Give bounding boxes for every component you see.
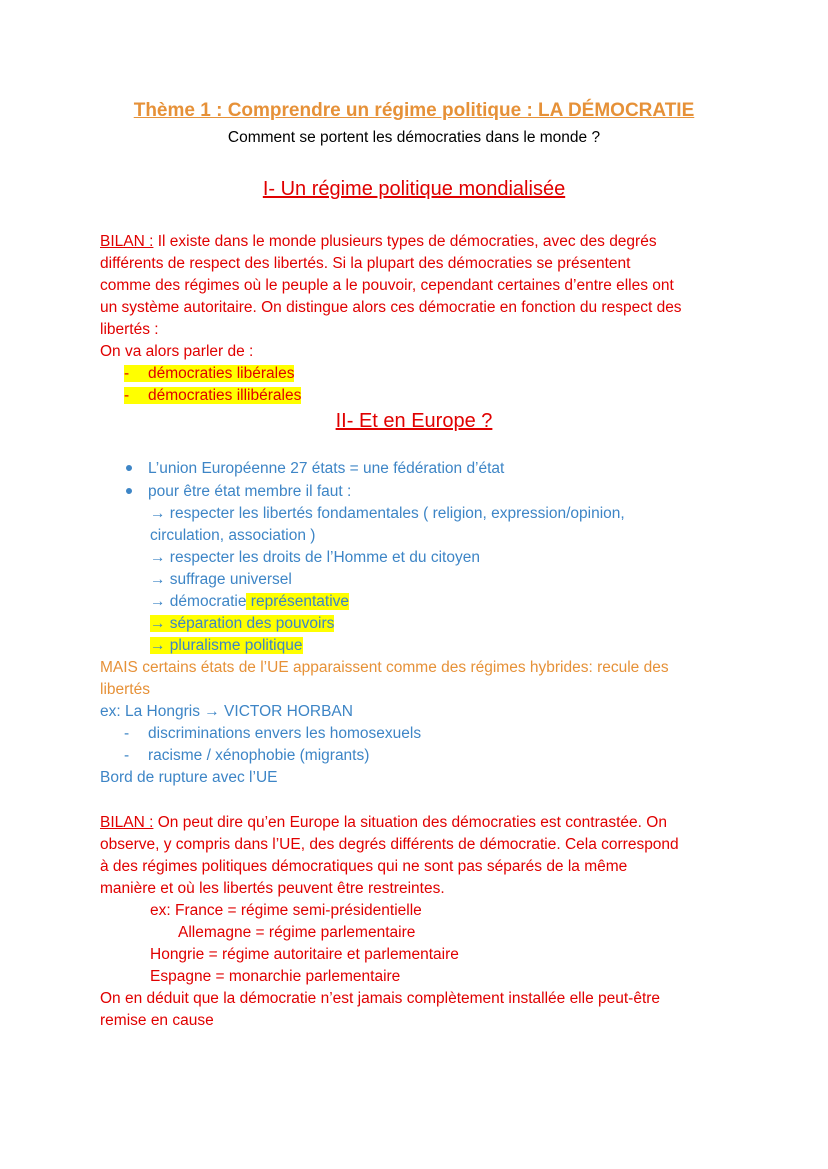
- arrow-line: [150, 635, 303, 657]
- bilan2-label: BILAN :: [100, 814, 154, 831]
- page-subtitle: Comment se portent les démocraties dans le monde ?: [227, 129, 601, 146]
- bilan1-label: BILAN :: [100, 233, 154, 250]
- dash-item: - discriminations envers les homosexuels: [124, 723, 421, 745]
- bilan1-line-3: comme des régimes où le peuple a le pouvoir, cependant certaines d’entre elles ont: [100, 277, 674, 294]
- page-title: Thème 1 : Comprendre un régime politique : LA DÉMOCRATIE: [133, 100, 695, 121]
- bilan2-line-1: BILAN : On peut dire qu’en Europe la situation des démocraties est contrastée. On: [100, 814, 667, 831]
- arrow-line: circulation, association ): [150, 527, 316, 544]
- example-line: Allemagne = régime parlementaire: [178, 924, 416, 941]
- dash-marker: -: [124, 365, 130, 382]
- dash-marker: -: [124, 387, 130, 404]
- arrow-line: → démocratie représentative: [150, 593, 350, 610]
- list-item: - démocraties illibérales: [124, 385, 301, 407]
- list-item: - démocraties libérales: [124, 363, 294, 385]
- bullet-item: L’union Européenne 27 états = une fédération d’état: [126, 458, 504, 480]
- conclusion-line-2: remise en cause: [100, 1012, 214, 1029]
- bullet-icon: [126, 488, 132, 494]
- example-line: Hongrie = régime autoritaire et parlementaire: [150, 946, 459, 963]
- bilan2-line-3: à des régimes politiques démocratiques qui ne sont pas séparés de la même: [100, 858, 628, 875]
- mais-line-2: libertés: [100, 681, 150, 698]
- bilan1-line-2: différents de respect des libertés. Si la plupart des démocraties se présentent: [100, 255, 631, 272]
- bilan1-line-1: [100, 231, 657, 253]
- highlight: → séparation des pouvoirs: [150, 615, 335, 632]
- bilan2-line-4: manière et où les libertés peuvent être restreintes.: [100, 880, 445, 897]
- mais-line-1: MAIS certains états de l’UE apparaissent comme des régimes hybrides: recule des: [100, 659, 669, 676]
- highlight: représentative: [246, 593, 350, 610]
- example-line: Espagne = monarchie parlementaire: [150, 968, 401, 985]
- section1-heading: I- Un régime politique mondialisée: [262, 178, 566, 200]
- dash-marker: -: [124, 725, 130, 742]
- highlight: → pluralisme politique: [150, 637, 303, 654]
- dash-item: - racisme / xénophobie (migrants): [124, 745, 369, 767]
- conclusion-line-1: On en déduit que la démocratie n’est jamais complètement installée elle peut-être: [100, 990, 661, 1007]
- bullet-item: pour être état membre il faut :: [126, 481, 351, 503]
- bilan1-line-6: On va alors parler de :: [100, 343, 254, 360]
- bilan2-line-2: observe, y compris dans l’UE, des degrés différents de démocratie. Cela correspond: [100, 836, 679, 853]
- bilan1-line-5: libertés :: [100, 321, 159, 338]
- example-line: ex: La Hongris → VICTOR HORBAN: [100, 703, 353, 720]
- bilan1-line-4: un système autoritaire. On distingue alors ces démocratie en fonction du respect des: [100, 299, 682, 316]
- arrow-line: → suffrage universel: [150, 571, 292, 588]
- arrow-line: → respecter les droits de l’Homme et du citoyen: [150, 549, 480, 566]
- arrow-line: [150, 613, 334, 635]
- bullet-icon: [126, 465, 132, 471]
- section2-heading: II- Et en Europe ?: [335, 410, 493, 432]
- arrow-line: → respecter les libertés fondamentales ( religion, expression/opinion,: [150, 505, 625, 522]
- bilan1-text: Il existe dans le monde plusieurs types de démocraties, avec des degrés: [153, 233, 657, 250]
- example-line: ex: France = régime semi-présidentielle: [150, 902, 422, 919]
- rupture-line: Bord de rupture avec l’UE: [100, 769, 278, 786]
- dash-marker: -: [124, 747, 130, 764]
